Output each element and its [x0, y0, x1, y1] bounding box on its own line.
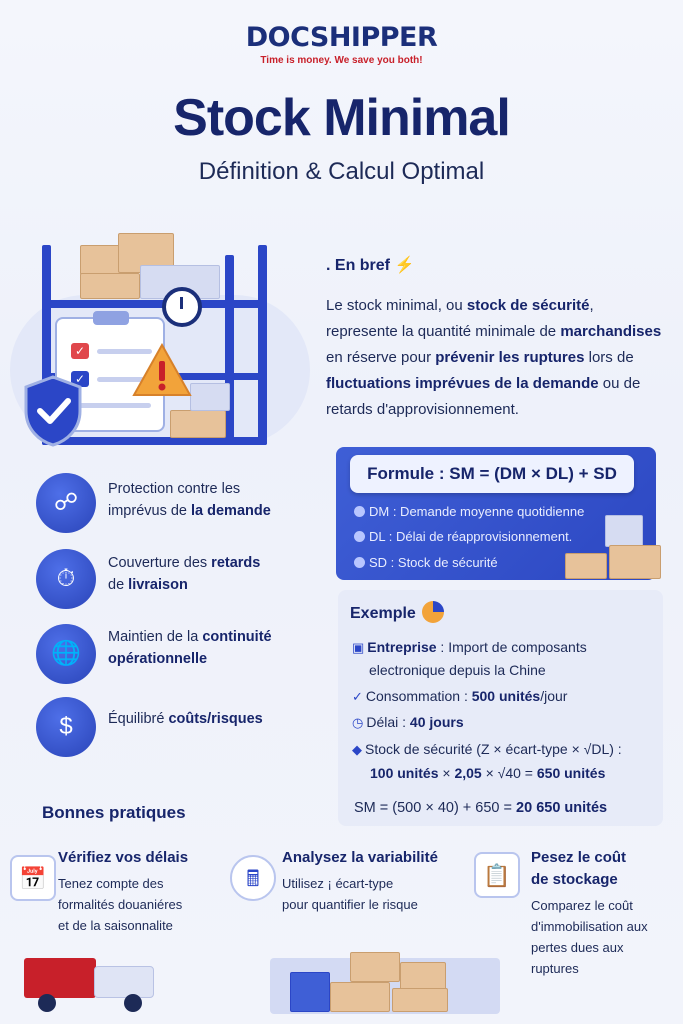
example-title — [350, 601, 444, 623]
feature-bold: continuité — [202, 629, 272, 645]
brand-header — [0, 22, 683, 66]
example-company-text: : Import de composants — [436, 639, 587, 655]
feature-continuity — [108, 626, 272, 670]
delivery-truck-illustration — [14, 952, 194, 1012]
practice-line: pertes dues aux — [531, 940, 624, 955]
pie-chart-icon — [422, 601, 444, 623]
practice-line: pour quantifier le risque — [282, 897, 418, 912]
example-result — [354, 797, 607, 819]
warehouse-illustration — [10, 225, 310, 450]
practice-variability — [282, 847, 438, 915]
intro-text — [326, 293, 666, 423]
example-delay — [352, 711, 464, 734]
example-safety — [352, 738, 622, 761]
feature-bold: coûts/risques — [168, 711, 263, 727]
intro-highlight: prévenir les ruptures — [435, 349, 585, 366]
calc-part: 2,05 — [454, 765, 482, 781]
checkbox-icon: ✓ — [71, 343, 89, 359]
calc-part: 100 unités — [370, 765, 439, 781]
formula-def-text: DL : Délai de réapprovisionnement. — [369, 529, 573, 544]
feature-cost-risk — [108, 708, 263, 730]
bullet-icon — [354, 531, 365, 542]
intro-fragment: Le stock minimal, ou — [326, 297, 467, 314]
practice-line: d'immobilisation aux — [531, 919, 648, 934]
example-consumption-label: Consommation : — [365, 688, 472, 704]
calendar-check-icon: 📅 — [10, 855, 56, 901]
practice-storage-cost — [531, 847, 648, 979]
practice-line: et de la saisonnalite — [58, 918, 173, 933]
practice-line: Tenez compte des — [58, 876, 164, 891]
feature-line: de — [108, 577, 129, 593]
brand-tagline: Time is money. We save you both! — [260, 55, 423, 66]
stopwatch-icon — [162, 287, 202, 327]
example-safety-calc — [370, 762, 605, 784]
page-subtitle: Définition & Calcul Optimal — [198, 158, 485, 185]
formula-def-text: SD : Stock de sécurité — [369, 555, 498, 570]
intro-heading-text: . En bref — [326, 257, 391, 274]
chain-link-icon: ☍ — [36, 473, 96, 533]
feature-line: Maintien de la — [108, 629, 203, 645]
example-company-label: Entreprise — [367, 639, 437, 655]
shield-check-icon — [22, 375, 84, 447]
practice-delays — [58, 847, 188, 936]
delivery-clock-icon: ⏱ — [36, 549, 96, 609]
intro-fragment: , represente la quantité minimale de — [326, 297, 594, 340]
feature-delivery-delays — [108, 552, 260, 596]
intro-fragment: lors de — [584, 349, 634, 366]
formula-def-dm — [354, 504, 584, 519]
intro-highlight: stock de sécurité — [466, 297, 590, 314]
best-practices-title: Bonnes pratiques — [42, 803, 186, 822]
practice-head: Vérifiez vos délais — [58, 849, 189, 866]
example-card — [338, 590, 663, 826]
feature-bold: livraison — [128, 577, 188, 593]
formula-def-dl — [354, 529, 572, 544]
formula-def-text: DM : Demande moyenne quotidienne — [369, 504, 585, 519]
page-title: Stock Minimal — [173, 89, 510, 147]
formula-def-sd — [354, 555, 498, 570]
feature-bold: la demande — [191, 503, 271, 519]
practice-head: Pesez le coût — [531, 849, 627, 866]
practice-line: Utilisez ¡ écart-type — [282, 876, 394, 891]
clock-icon: ◷ — [352, 715, 364, 730]
warning-icon — [132, 343, 192, 397]
intro-fragment: en réserve pour — [326, 349, 436, 366]
globe-icon: 🌐 — [36, 624, 96, 684]
feature-line: imprévus de — [108, 503, 192, 519]
feature-bold: retards — [211, 555, 261, 571]
practice-line: Comparez le coût — [531, 898, 633, 913]
brand-logo: DOCSHIPPER — [245, 22, 438, 53]
invoice-icon: 📋 — [474, 852, 520, 898]
intro-highlight: marchandises — [560, 323, 662, 340]
feature-demand-protection — [108, 478, 271, 522]
checkbox-icon: ✓ — [71, 371, 89, 387]
practice-line: formalités douaniéres — [58, 897, 183, 912]
warehouse-boxes-illustration — [270, 948, 500, 1014]
example-delay-value: 40 jours — [409, 714, 464, 730]
example-delay-label: Délai : — [366, 714, 410, 730]
example-consumption-unit: /jour — [540, 688, 568, 704]
result-plain: SM = (500 × 40) + 650 = — [354, 800, 517, 816]
dollar-chart-icon: $ — [36, 697, 96, 757]
lightning-icon: ⚡ — [394, 257, 415, 274]
bullet-icon — [354, 557, 365, 568]
intro-fragment: ou de retards d'approvisionnement. — [326, 375, 641, 418]
calc-part: × √40 = — [481, 765, 537, 781]
diamond-icon: ◆ — [352, 742, 362, 757]
practice-head: Analysez la variabilité — [282, 849, 438, 866]
practice-line: ruptures — [531, 961, 579, 976]
laptop-icon: ▣ — [352, 640, 365, 655]
example-company-line2: electronique depuis la Chine — [369, 662, 546, 678]
calc-part: × — [438, 765, 455, 781]
intro-heading — [326, 255, 414, 275]
feature-line: Couverture des — [108, 555, 212, 571]
practice-head: de stockage — [531, 871, 618, 888]
example-consumption-value: 500 unités — [471, 688, 541, 704]
result-bold: 20 650 unités — [516, 800, 608, 816]
calculator-icon: 🖩 — [230, 855, 276, 901]
feature-line: Équilibré — [108, 711, 169, 727]
feature-line: Protection contre les — [108, 481, 241, 497]
example-title-text: Exemple — [350, 605, 416, 622]
check-circle-icon: ✓ — [352, 689, 363, 704]
example-company — [352, 636, 587, 659]
bullet-icon — [354, 506, 365, 517]
calc-part: 650 unités — [536, 765, 606, 781]
intro-highlight: fluctuations imprévues de la demande — [326, 375, 599, 392]
boxes-illustration — [555, 515, 673, 580]
feature-bold: opérationnelle — [108, 651, 208, 667]
example-consumption — [352, 685, 567, 708]
formula-label: Formule : SM = (DM × DL) + SD — [350, 455, 634, 493]
example-safety-label: Stock de sécurité (Z × écart-type × √DL) : — [365, 741, 622, 757]
